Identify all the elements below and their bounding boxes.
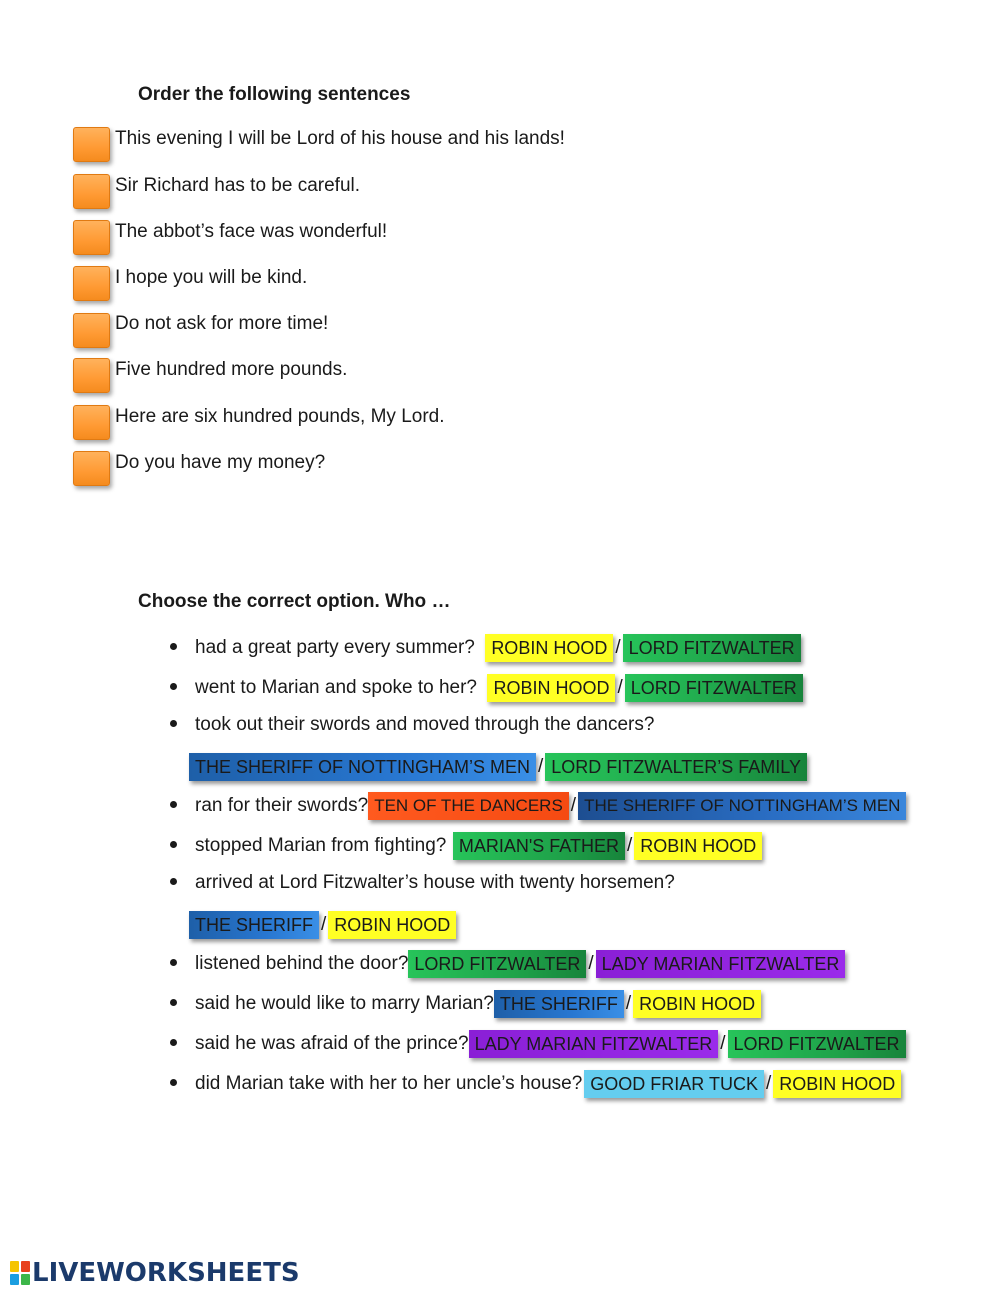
- question-text-8: said he would like to marry Marian?: [195, 993, 494, 1014]
- question-text-3: took out their swords and moved through the dancers?: [195, 714, 655, 735]
- option-lady-marian[interactable]: LADY MARIAN FITZWALTER: [596, 950, 846, 978]
- bullet-icon: [170, 999, 177, 1006]
- option-separator: /: [626, 835, 633, 856]
- option-marians-father[interactable]: MARIAN'S FATHER: [453, 832, 625, 860]
- option-separator: /: [625, 993, 632, 1014]
- bullet-icon: [170, 878, 177, 885]
- order-input-box-7[interactable]: [73, 405, 110, 440]
- question-row-6: [170, 872, 675, 902]
- question-options-6: [189, 911, 456, 941]
- option-separator: /: [570, 795, 577, 816]
- choose-heading: Choose the correct option. Who …: [138, 591, 451, 612]
- order-input-box-2[interactable]: [73, 174, 110, 209]
- order-input-box-8[interactable]: [73, 451, 110, 486]
- order-sentence-6: Five hundred more pounds.: [115, 359, 348, 380]
- question-row-4: [170, 792, 906, 822]
- option-separator: /: [588, 953, 594, 974]
- order-sentence-8: Do you have my money?: [115, 452, 326, 473]
- option-robin-hood[interactable]: ROBIN HOOD: [633, 990, 761, 1018]
- order-input-box-5[interactable]: [73, 313, 110, 348]
- option-sheriff-men[interactable]: THE SHERIFF OF NOTTINGHAM’S MEN: [189, 753, 536, 781]
- bullet-icon: [170, 1039, 177, 1046]
- bullet-icon: [170, 643, 177, 650]
- option-the-sheriff[interactable]: THE SHERIFF: [189, 911, 319, 939]
- option-lord-fitzwalter[interactable]: LORD FITZWALTER: [625, 674, 803, 702]
- option-ten-dancers[interactable]: TEN OF THE DANCERS: [368, 792, 569, 820]
- order-input-box-3[interactable]: [73, 220, 110, 255]
- order-sentence-2: Sir Richard has to be careful.: [115, 175, 361, 196]
- question-row-8: [170, 990, 761, 1020]
- option-robin-hood[interactable]: ROBIN HOOD: [634, 832, 762, 860]
- question-text-1: had a great party every summer?: [195, 637, 475, 658]
- option-separator: /: [615, 637, 621, 658]
- liveworksheets-logo: [10, 1258, 300, 1288]
- question-row-1: [170, 634, 801, 664]
- logo-text: LIVEWORKSHEETS: [32, 1258, 300, 1288]
- option-separator: /: [720, 1033, 726, 1054]
- bullet-icon: [170, 720, 177, 727]
- bullet-icon: [170, 801, 177, 808]
- option-separator: /: [538, 756, 544, 777]
- option-robin-hood[interactable]: ROBIN HOOD: [773, 1070, 901, 1098]
- question-text-4: ran for their swords?: [195, 795, 369, 816]
- bullet-icon: [170, 841, 177, 848]
- option-fitzwalter-family[interactable]: LORD FITZWALTER’S FAMILY: [545, 753, 807, 781]
- option-separator: /: [321, 914, 327, 935]
- option-robin-hood[interactable]: ROBIN HOOD: [487, 674, 615, 702]
- bullet-icon: [170, 683, 177, 690]
- order-input-box-6[interactable]: [73, 358, 110, 393]
- question-options-3: [189, 753, 807, 783]
- option-separator: /: [765, 1073, 772, 1094]
- logo-icon: [10, 1261, 30, 1285]
- bullet-icon: [170, 1079, 177, 1086]
- order-input-box-1[interactable]: [73, 127, 110, 162]
- option-the-sheriff[interactable]: THE SHERIFF: [494, 990, 624, 1018]
- option-separator: /: [617, 677, 623, 698]
- question-row-9: [170, 1030, 906, 1060]
- question-text-2: went to Marian and spoke to her?: [195, 677, 478, 698]
- order-sentence-3: The abbot’s face was wonderful!: [115, 221, 388, 242]
- question-text-6: arrived at Lord Fitzwalter’s house with twenty horsemen?: [195, 872, 675, 893]
- question-row-10: [170, 1070, 901, 1100]
- order-sentence-5: Do not ask for more time!: [115, 313, 329, 334]
- option-lord-fitzwalter[interactable]: LORD FITZWALTER: [408, 950, 586, 978]
- question-text-5: stopped Marian from fighting?: [195, 835, 447, 856]
- order-sentence-7: Here are six hundred pounds, My Lord.: [115, 406, 445, 427]
- order-sentence-1: This evening I will be Lord of his house and his lands!: [115, 128, 565, 149]
- question-row-7: [170, 950, 845, 980]
- order-heading: Order the following sentences: [138, 84, 411, 105]
- question-row-5: [170, 832, 762, 862]
- option-sheriff-men[interactable]: THE SHERIFF OF NOTTINGHAM’S MEN: [578, 792, 906, 820]
- option-friar-tuck[interactable]: GOOD FRIAR TUCK: [584, 1070, 764, 1098]
- option-lord-fitzwalter[interactable]: LORD FITZWALTER: [728, 1030, 906, 1058]
- option-robin-hood[interactable]: ROBIN HOOD: [485, 634, 613, 662]
- question-text-10: did Marian take with her to her uncle’s house?: [195, 1073, 583, 1094]
- order-input-box-4[interactable]: [73, 266, 110, 301]
- option-lord-fitzwalter[interactable]: LORD FITZWALTER: [623, 634, 801, 662]
- question-text-9: said he was afraid of the prince?: [195, 1033, 469, 1054]
- option-lady-marian[interactable]: LADY MARIAN FITZWALTER: [469, 1030, 719, 1058]
- order-sentence-4: I hope you will be kind.: [115, 267, 308, 288]
- question-text-7: listened behind the door?: [195, 953, 409, 974]
- option-robin-hood[interactable]: ROBIN HOOD: [328, 911, 456, 939]
- question-row-3: [170, 714, 654, 744]
- question-row-2: [170, 674, 803, 704]
- bullet-icon: [170, 959, 177, 966]
